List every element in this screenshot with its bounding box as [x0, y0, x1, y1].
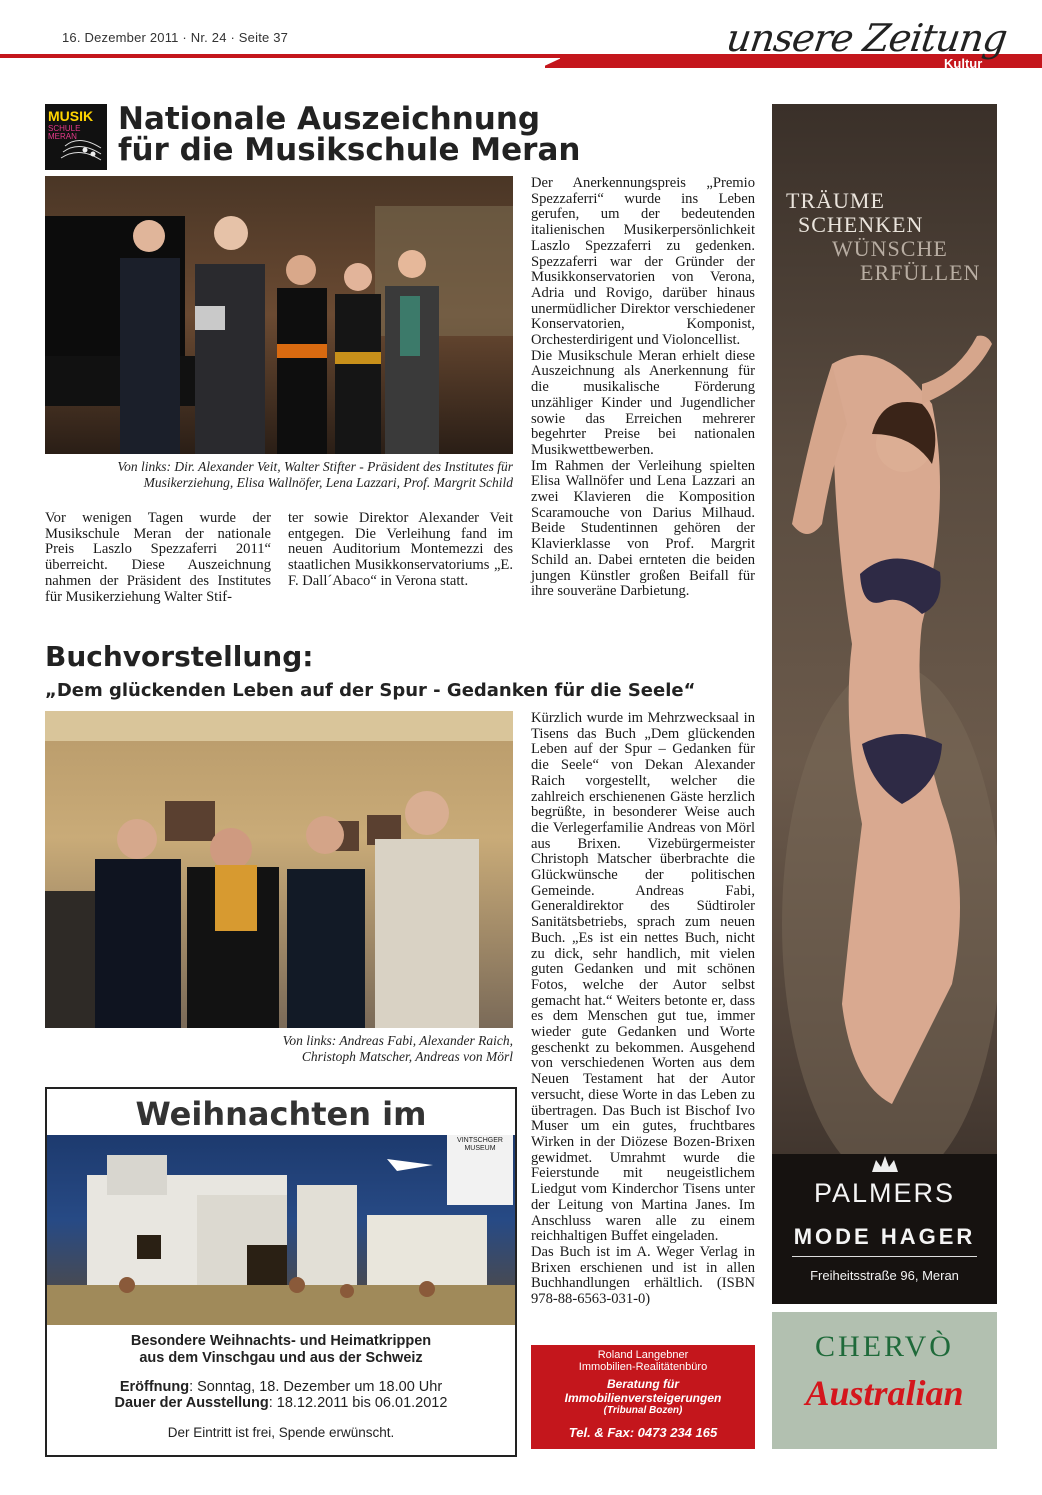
newspaper-logo: unsere Zeitung: [723, 16, 1010, 60]
ad-slogan-3: WÜNSCHE: [832, 236, 948, 261]
article1-col3-p2: Die Musikschule Meran erhielt diese Auszeichnung als Anerkennung für die musikalische Förderung unzähliger Kinder und Jugendlicher sowie das Erreichen mehrerer begehrter Preise bei nationalen Musikwettbewerben.: [531, 347, 755, 458]
australian-logo: Australian: [805, 1373, 964, 1413]
roland-business: Immobilien-Realitätenbüro: [578, 1361, 708, 1373]
crown-icon: [870, 1154, 900, 1176]
palmers-logo: PALMERS: [813, 1178, 956, 1208]
award-photo: [45, 176, 513, 454]
duration-label: Dauer der Ausstellung: [114, 1395, 269, 1411]
article2-caption-line1: Von links: Andreas Fabi, Alexander Raich,: [282, 1033, 513, 1048]
chervo-ad: [772, 1312, 997, 1449]
article1-col3-p1: Der Anerkennungspreis „Premio Spezzaferri“ wurde ins Leben gerufen, um der bedeutenden italienischen Musikerpersönlichkeit Laszlo Spezzaferri zu gedenken. Spezzaferri war der Gründer der Musikkonservatorien von Verona, Adria und Rovigo, darüber hinaus unermüdlicher Direktor verschiedener Konservatorien, Komponist, Orchesterdirigent und Violoncellist.: [531, 175, 755, 349]
article1-col2: ter sowie Direktor Alexander Veit entgegen. Die Verleihung fand im neuen Auditorium Montemezzi des staatlichen Musikkonservatoriums „E. F. Dall´Abaco“ in Verona statt.: [288, 510, 513, 589]
ad-slogan-2: SCHENKEN: [798, 212, 924, 237]
article2-title: Buchvorstellung:: [45, 640, 314, 673]
opening-label: Eröffnung: [119, 1379, 190, 1395]
xmas-ad: [45, 1087, 517, 1457]
museum-label: VINTSCHGER MUSEUM: [457, 1137, 503, 1152]
roland-line3: Beratung für: [607, 1377, 679, 1391]
article1-col1: Vor wenigen Tagen wurde der Musikschule Meran der nationale Preis Laszlo Spezzaferri 2011“ überreicht. Diese Auszeichnung nahmen der Präsident des Institutes für Musikerziehung Walter Stif-: [45, 510, 271, 605]
award-photo-figures: [45, 176, 513, 454]
chervo-logo: CHERVÒ: [815, 1330, 954, 1363]
nativity-image: [47, 1135, 515, 1325]
article2-body: [531, 711, 755, 1308]
duration-value: : 18.12.2011 bis 06.01.2012: [268, 1395, 448, 1411]
roland-name: Roland Langebner: [597, 1349, 689, 1361]
xmas-ad-sub-line1: Besondere Weihnachts- und Heimatkrippen: [130, 1333, 432, 1349]
xmas-ad-duration: [47, 1395, 515, 1411]
musikschule-logo: [45, 104, 107, 170]
article1-title: [118, 101, 581, 168]
opening-value: : Sonntag, 18. Dezember um 18.00 Uhr: [189, 1379, 443, 1395]
date-line: 16. Dezember 2011 · Nr. 24 · Seite 37: [62, 30, 289, 45]
article1-caption: [45, 459, 513, 491]
xmas-ad-free-entry: Der Eintritt ist frei, Spende erwünscht.: [167, 1425, 395, 1440]
article1-title-line2: für die Musikschule Meran: [118, 132, 581, 168]
palmers-ad: [772, 104, 997, 1304]
article1-title-line1: Nationale Auszeichnung: [118, 101, 541, 137]
xmas-ad-sub-line2: aus dem Vinschgau und aus der Schweiz: [139, 1350, 423, 1366]
article2-caption-line2: Christoph Matscher, Andreas von Mörl: [301, 1049, 513, 1064]
article2-subtitle: „Dem glückenden Leben auf der Spur - Gedanken für die Seele“: [45, 680, 696, 701]
roland-ad: [531, 1345, 755, 1449]
ad-divider: [792, 1256, 977, 1257]
book-photo: [45, 711, 513, 1028]
article1-caption-line1: Von links: Dir. Alexander Veit, Walter Stifter - Präsident des Institutes für: [117, 459, 513, 474]
musik-logo-text: MUSIK: [48, 108, 94, 124]
musik-logo-sub: SCHULE MERAN: [48, 124, 81, 141]
roland-line4: Immobilienversteigerungen: [564, 1391, 722, 1405]
book-photo-figures: [45, 711, 513, 1028]
xmas-ad-dates: [47, 1379, 515, 1411]
article2-body-p2: Das Buch ist im A. Weger Verlag in Brixen erschienen und ist in allen Buchhandlungen erhältlich. (ISBN 978-88-6563-031-0): [531, 1243, 755, 1308]
xmas-ad-opening: [47, 1379, 515, 1395]
header-bar-thin: [0, 54, 560, 58]
nativity-scene: [47, 1135, 515, 1325]
article1-caption-line2: Musikerziehung, Elisa Wallnöfer, Lena Lazzari, Prof. Margrit Schild: [143, 475, 513, 490]
article1-col3: [531, 176, 755, 600]
music-notes-icon: [45, 104, 107, 170]
ad-slogan-4: ERFÜLLEN: [860, 260, 981, 285]
article1-col3-p3: Im Rahmen der Verleihung spielten Elisa Wallnöfer und Lena Lazzari an zwei Klavieren die Komposition Scaramouche von Darius Milhaud. Beide Studentinnen gehören der Klavierklasse von Prof. Margrit Schild an. Dabei ernteten die beiden jungen Künstler großen Beifall für ihre souveräne Darbietung.: [531, 457, 755, 600]
xmas-ad-title: Weihnachten im: [135, 1095, 427, 1133]
article2-caption: [45, 1033, 513, 1065]
roland-phone: Tel. & Fax: 0473 234 165: [568, 1425, 718, 1440]
section-label: Kultur: [944, 56, 983, 71]
xmas-ad-subtitle: [47, 1333, 515, 1367]
roland-line5: (Tribunal Bozen): [603, 1405, 683, 1416]
hager-logo: MODE HAGER: [793, 1224, 976, 1249]
ad-slogan-1: TRÄUME: [786, 188, 885, 213]
article2-body-p1: Kürzlich wurde im Mehrzwecksaal in Tisens das Buch „Dem glückenden Leben auf der Spur – Gedanken für die Seele“ von Dekan Alexander Raich vorgestellt, welcher die zahlreich erschienenen Gäste herzlich begrüßte, in besonderer Weise auch die Verlegerfamilie Andreas von Mörl aus Brixen. Vizebürgermeister Christoph Matscher überbrachte die Glückwünsche der politischen Gemeinde. Andreas Fabi, Generaldirektor des Südtiroler Sanitätsbetriebs, sprach zum neuen Buch. „Es ist ein nettes Buch, nicht zu dick, sehr handlich, mit vielen guten Gedanken und mit schönen Fotos, welche der Autor selbst gemacht hat.“ Weiters betonte er, dass es dem Menschen gut tue, immer wieder gute Gedanken und Worte geschenkt zu bekommen. Ausgehend von verschiedenen Worten aus dem Neuen Testament hat der Autor versucht, diese Worte in das Leben zu übertragen. Das Buch ist Bischof Ivo Muser um ein gutes, fruchtbares Wirken in der Diözese Bozen-Brixen gewidmet. Umrahmt wurde die Feierstunde mit neugeistlichem Liedgut vom Kinderchor Tisens unter der Leitung von Martina Janes. Im Anschluss waren alle zu einem reichhaltigen Buffet eingeladen.: [531, 710, 755, 1245]
store-address: Freiheitsstraße 96, Meran: [810, 1268, 959, 1283]
